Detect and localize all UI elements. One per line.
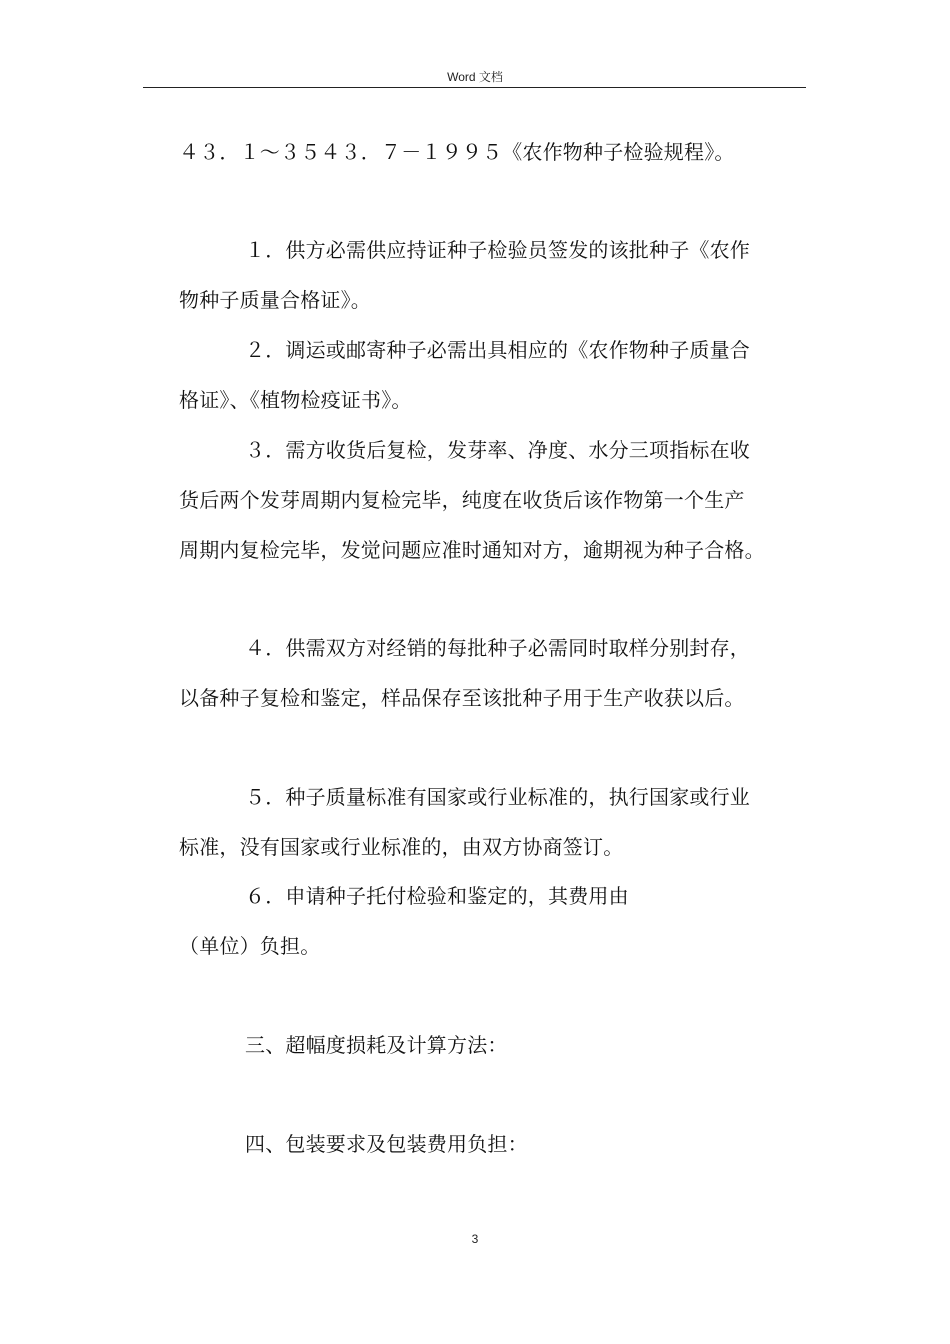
document-header: Word 文档 bbox=[447, 70, 503, 84]
paragraph-4-line-1: ４．供需双方对经销的每批种子必需同时取样分别封存， bbox=[245, 636, 750, 660]
paragraph-6-line-1: ６．申请种子托付检验和鉴定的，其费用由 bbox=[245, 884, 629, 908]
paragraph-3-line-1: ３．需方收货后复检，发芽率、净度、水分三项指标在收 bbox=[245, 438, 750, 462]
paragraph-1-line-2: 物种子质量合格证》。 bbox=[179, 288, 371, 312]
text-line-standard-reference: ４３．１～３５４３．７－１９９５《农作物种子检验规程》。 bbox=[179, 140, 735, 164]
section-heading-3: 三、超幅度损耗及计算方法： bbox=[245, 1033, 508, 1057]
paragraph-1-line-1: １．供方必需供应持证种子检验员签发的该批种子《农作 bbox=[245, 238, 750, 262]
header-divider bbox=[143, 87, 806, 88]
paragraph-5-line-1: ５．种子质量标准有国家或行业标准的，执行国家或行业 bbox=[245, 785, 750, 809]
section-heading-4: 四、包装要求及包装费用负担： bbox=[245, 1132, 528, 1156]
paragraph-5-line-2: 标准，没有国家或行业标准的，由双方协商签订。 bbox=[179, 835, 624, 859]
paragraph-3-line-2: 货后两个发芽周期内复检完毕，纯度在收货后该作物第一个生产 bbox=[179, 488, 745, 512]
paragraph-6-line-2: （单位）负担。 bbox=[179, 934, 321, 958]
paragraph-3-line-3: 周期内复检完毕，发觉问题应准时通知对方，逾期视为种子合格。 bbox=[179, 538, 765, 562]
paragraph-4-line-2: 以备种子复检和鉴定，样品保存至该批种子用于生产收获以后。 bbox=[179, 686, 745, 710]
paragraph-2-line-1: ２．调运或邮寄种子必需出具相应的《农作物种子质量合 bbox=[245, 338, 750, 362]
page-number: 3 bbox=[471, 1232, 479, 1246]
paragraph-2-line-2: 格证》、《植物检疫证书》。 bbox=[179, 388, 412, 412]
